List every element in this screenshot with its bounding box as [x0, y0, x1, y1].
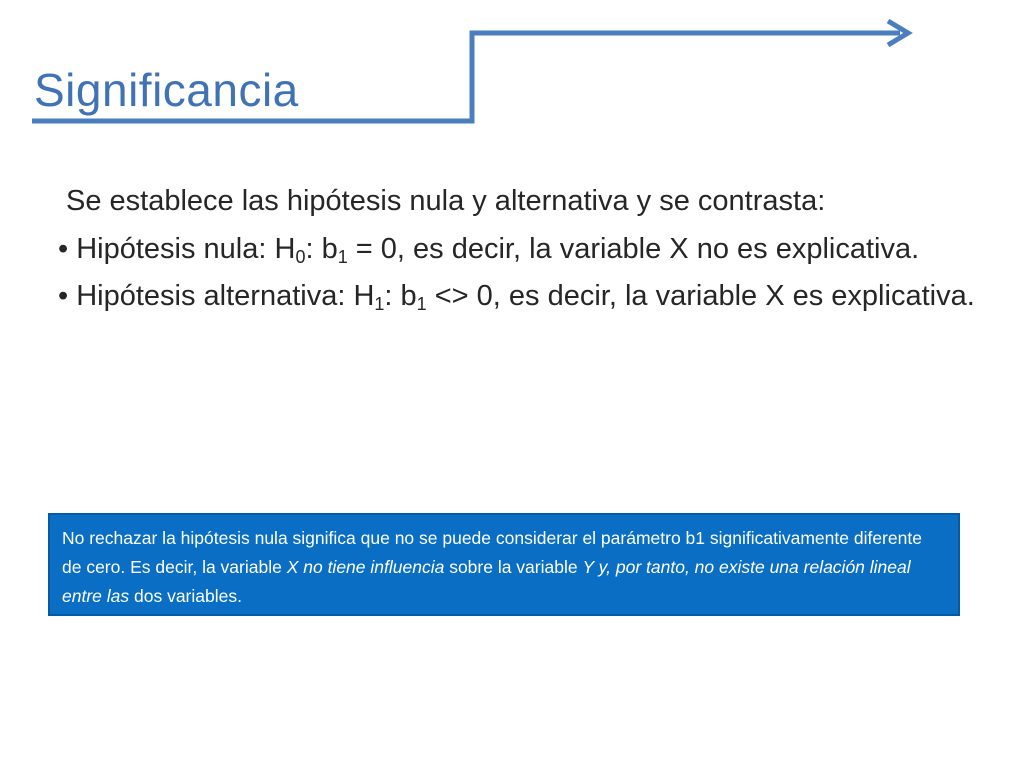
hypotheses-text: [58, 178, 978, 321]
alt-hypothesis-rest: <> 0, es decir, la variable X es explicativa.: [426, 280, 975, 312]
alt-hypothesis-label: Hipótesis alternativa: H: [76, 280, 375, 312]
subscript-b: 1: [337, 246, 348, 267]
note-italic1: X no tiene influencia: [286, 557, 445, 577]
bullet: •: [58, 280, 69, 312]
subscript-b: 1: [416, 294, 427, 314]
note-text: [62, 524, 946, 611]
note-box: [48, 513, 960, 616]
null-hypothesis-rest: = 0, es decir, la variable X no es explicativa.: [347, 232, 920, 265]
note-part2: sobre la variable: [444, 557, 583, 577]
null-hypothesis-label: Hipótesis nula: H: [76, 232, 296, 265]
slide-title: Significancia: [34, 64, 299, 116]
note-part3: dos variables.: [129, 586, 242, 606]
note-part1: No rechazar la hipótesis nula significa que no se puede considerar el parámetro b1 significativamente diferente de cero. Es decir, la variable: [62, 528, 922, 577]
bullet: •: [58, 232, 69, 265]
intro-text: Se establece las hipótesis nula y alternativa y se contrasta:: [66, 185, 826, 217]
note-italic2: Y y, por tanto, no existe una relación lineal entre las: [62, 557, 911, 606]
subscript-h: 0: [295, 246, 306, 267]
alt-hypothesis-item: [58, 273, 978, 321]
subscript-h: 1: [374, 294, 385, 314]
null-hypothesis-item: [58, 226, 978, 274]
alt-hypothesis-sep: : b: [384, 280, 417, 312]
null-hypothesis-sep: : b: [305, 232, 338, 265]
